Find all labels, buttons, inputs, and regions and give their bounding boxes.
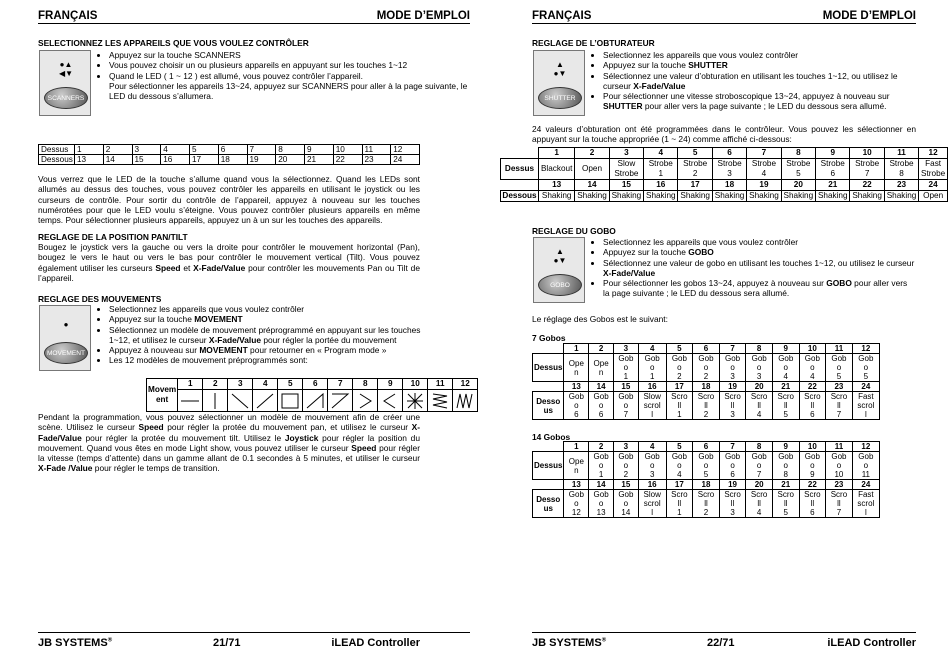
table-row bbox=[39, 155, 420, 165]
key-number: 16 bbox=[638, 382, 666, 392]
value-cell: Gob o 14 bbox=[614, 490, 639, 518]
value-cell: Shaking bbox=[884, 191, 918, 202]
key-number: 12 bbox=[852, 344, 879, 354]
movement-item: • Appuyez à nouveau sur MOVEMENT pour retourner en « Program mode » bbox=[109, 345, 427, 355]
value-cell: Strobe 3 bbox=[712, 159, 746, 180]
value-cell: Strobe 6 bbox=[816, 159, 850, 180]
product-name: iLEAD Controller bbox=[331, 637, 420, 649]
value-cell: Strobe 8 bbox=[884, 159, 918, 180]
value-cell: Gob o 1 bbox=[638, 354, 666, 382]
page-number: 21/71 bbox=[213, 637, 241, 649]
key-number: 18 bbox=[712, 180, 746, 191]
value-cell: Scro ll 4 bbox=[746, 392, 773, 420]
key-number: 9 bbox=[772, 442, 799, 452]
value-cell: Strobe 1 bbox=[644, 159, 678, 180]
product-name: iLEAD Controller bbox=[827, 637, 916, 649]
pattern-cell bbox=[428, 390, 453, 412]
value-cell: Shaking bbox=[678, 191, 712, 202]
value-cell: Gob o 6 bbox=[564, 392, 589, 420]
shutter-item: • Sélectionnez une valeur d’obturation en utilisant les touches 1~12, ou utilisez le curseur X-Fade/Value bbox=[603, 71, 916, 92]
movement-row-label: Movem ent bbox=[147, 379, 178, 412]
gobo14-table bbox=[532, 441, 880, 518]
value-cell: Strobe 4 bbox=[747, 159, 781, 180]
key-number: 14 bbox=[589, 382, 614, 392]
key-number: 17 bbox=[666, 480, 693, 490]
table-row bbox=[39, 145, 420, 155]
triangle-right-pattern-icon bbox=[304, 391, 326, 411]
key-number: 2 bbox=[589, 442, 614, 452]
value-cell: Shaking bbox=[609, 191, 643, 202]
key-number: 10 bbox=[799, 442, 826, 452]
row-label: Desso us bbox=[533, 490, 564, 518]
table-cell: 18 bbox=[218, 155, 247, 165]
pattern-number: 1 bbox=[178, 379, 203, 390]
pattern-cell bbox=[378, 390, 403, 412]
key-number: 14 bbox=[589, 480, 614, 490]
table-cell: 15 bbox=[132, 155, 161, 165]
pattern-cell bbox=[303, 390, 328, 412]
key-number: 5 bbox=[666, 344, 693, 354]
gobo-list bbox=[603, 237, 916, 299]
pattern-number: 4 bbox=[253, 379, 278, 390]
key-number: 23 bbox=[884, 180, 918, 191]
key-number: 6 bbox=[712, 148, 746, 159]
table-row bbox=[501, 191, 948, 202]
key-number: 18 bbox=[693, 480, 720, 490]
pattern-cell bbox=[228, 390, 253, 412]
pattern-number: 11 bbox=[428, 379, 453, 390]
table-cell: 13 bbox=[75, 155, 104, 165]
table-cell: 17 bbox=[190, 155, 219, 165]
table-cell: 2 bbox=[103, 145, 132, 155]
gobo-keypad-illustration bbox=[533, 237, 585, 303]
value-cell: Open bbox=[919, 191, 948, 202]
value-cell: Fast Strobe bbox=[919, 159, 948, 180]
gobo-block bbox=[591, 237, 916, 299]
value-cell: Gob o 3 bbox=[746, 354, 773, 382]
pattern-number: 2 bbox=[203, 379, 228, 390]
key-number: 23 bbox=[826, 480, 853, 490]
movement-keypad-illustration bbox=[39, 305, 91, 371]
key-number: 2 bbox=[575, 148, 609, 159]
table-cell: 12 bbox=[391, 145, 420, 155]
shutter-list bbox=[603, 50, 916, 112]
table-cell: 6 bbox=[218, 145, 247, 155]
value-cell: Gob o 2 bbox=[693, 354, 720, 382]
pattern-number: 12 bbox=[453, 379, 478, 390]
value-cell: Gob o 13 bbox=[589, 490, 614, 518]
shutter-item: • Appuyez sur la touche SHUTTER bbox=[603, 60, 916, 70]
shutter-block bbox=[591, 50, 916, 112]
table-header-row bbox=[501, 180, 948, 191]
key-number: 21 bbox=[772, 382, 799, 392]
key-number: 11 bbox=[826, 442, 853, 452]
movement-patterns-table bbox=[146, 378, 478, 412]
value-cell: Gob o 4 bbox=[666, 452, 693, 480]
key-number: 8 bbox=[781, 148, 815, 159]
key-number: 7 bbox=[747, 148, 781, 159]
value-cell: Shaking bbox=[539, 191, 575, 202]
value-cell: Shaking bbox=[575, 191, 609, 202]
pantilt-paragraph: Bougez le joystick vers la gauche ou vers la droite pour contrôler le mouvement horizontal (Pan), bougez le vers le haut ou vers le bas pour contrôler le mouvement vertical (Tilt). Vous pouvez également utiliser les curseurs Speed et X-Fade/Value pour contrôler les mouvements Pan ou Tilt de l’appareil. bbox=[38, 242, 420, 283]
value-cell: Scro ll 3 bbox=[719, 490, 746, 518]
value-cell: Fast scrol l bbox=[852, 392, 879, 420]
shutter-paragraph: 24 valeurs d’obturation ont été programmées dans le contrôleur. Vous pouvez les sélectionner en appuyant sur la touche appropriée (1 ~ 24) comme affiché ci-dessous: bbox=[532, 124, 916, 145]
chevron-right-pattern-icon bbox=[354, 391, 376, 411]
gobo-item: • Appuyez sur la touche GOBO bbox=[603, 247, 916, 257]
value-cell: Gob o 9 bbox=[799, 452, 826, 480]
value-cell: Gob o 4 bbox=[772, 354, 799, 382]
value-cell: Gob o 11 bbox=[852, 452, 879, 480]
page-number: 22/71 bbox=[707, 637, 735, 649]
key-number: 10 bbox=[850, 148, 884, 159]
key-number: 11 bbox=[826, 344, 853, 354]
pattern-number: 7 bbox=[328, 379, 353, 390]
right-page bbox=[502, 0, 946, 659]
scanners-keypad-illustration bbox=[39, 50, 91, 116]
key-number: 3 bbox=[609, 148, 643, 159]
key-number: 4 bbox=[638, 344, 666, 354]
value-cell: Gob o 5 bbox=[826, 354, 853, 382]
table-cell: 22 bbox=[333, 155, 362, 165]
value-cell: Shaking bbox=[850, 191, 884, 202]
value-cell: Scro ll 3 bbox=[719, 392, 746, 420]
value-cell: Fast scrol l bbox=[852, 490, 879, 518]
pattern-number: 5 bbox=[278, 379, 303, 390]
value-cell: Gob o 5 bbox=[852, 354, 879, 382]
value-cell: Shaking bbox=[747, 191, 781, 202]
key-number: 10 bbox=[799, 344, 826, 354]
table-row bbox=[533, 452, 880, 480]
key-number: 19 bbox=[719, 382, 746, 392]
gobo7-table bbox=[532, 343, 880, 420]
movement-block bbox=[97, 304, 427, 366]
row-label: Dessus bbox=[501, 159, 539, 180]
value-cell: Scro ll 7 bbox=[826, 490, 853, 518]
key-number: 1 bbox=[564, 442, 589, 452]
row-label: Dessus bbox=[533, 452, 564, 480]
key-number: 4 bbox=[638, 442, 666, 452]
value-cell: Ope n bbox=[564, 354, 589, 382]
value-cell: Slow scrol l bbox=[638, 392, 666, 420]
key-number: 9 bbox=[772, 344, 799, 354]
chevron-left-pattern-icon bbox=[379, 391, 401, 411]
key-number: 13 bbox=[564, 480, 589, 490]
arrow-keys-icon: ▲ ●▼ bbox=[553, 247, 567, 265]
value-cell: Gob o 5 bbox=[693, 452, 720, 480]
row-label: Dessus bbox=[533, 354, 564, 382]
value-cell: Gob o 4 bbox=[799, 354, 826, 382]
pattern-cell bbox=[353, 390, 378, 412]
table-cell: Dessus bbox=[39, 145, 75, 155]
value-cell: Scro ll 2 bbox=[693, 392, 720, 420]
table-row bbox=[533, 354, 880, 382]
gobo-item: • Pour sélectionner les gobos 13~24, appuyez à nouveau sur GOBO pour aller vers la page suivante ; le LED du dessous sera allumé. bbox=[603, 278, 916, 299]
select-devices-item: • Vous pouvez choisir un ou plusieurs appareils en appuyant sur les touches 1~12 bbox=[109, 60, 469, 70]
key-number: 24 bbox=[852, 382, 879, 392]
scanners-key-table bbox=[38, 144, 420, 165]
value-cell: Open bbox=[575, 159, 609, 180]
gobo-heading: REGLAGE DU GOBO bbox=[532, 226, 616, 236]
programming-paragraph: Pendant la programmation, vous pouvez sélectionner un modèle de mouvement afin de créer une scène. Utilisez le curseur Speed pour régler la protée du mouvement pan, et utilisez le curseur X-Fade/Value pour régler la protée du mouvement tilt. Utilisez le Joystick pour régler la position du mouvement. Quand vous êtes en mode Light show, vous pouvez utiliser le curseur Speed pour régler la vitesse (temps d’attente) dans un gamme allant de 0.1 secondes à 5 minutes, et utiliser le curseur X-Fade /Value pour régler le temps de transition. bbox=[38, 412, 421, 474]
gobo-item: • Selectionnez les appareils que vous voulez contrôler bbox=[603, 237, 916, 247]
pattern-number: 10 bbox=[403, 379, 428, 390]
table-header-row bbox=[533, 344, 880, 354]
value-cell: Scro ll 1 bbox=[666, 490, 693, 518]
pattern-cell bbox=[403, 390, 428, 412]
square-pattern-icon bbox=[279, 391, 301, 411]
key-number: 3 bbox=[614, 344, 639, 354]
key-number: 15 bbox=[614, 382, 639, 392]
language-label: FRANÇAIS bbox=[38, 10, 98, 22]
key-number: 13 bbox=[564, 382, 589, 392]
pattern-cell bbox=[178, 390, 203, 412]
table-cell: 4 bbox=[161, 145, 190, 155]
table-header-row bbox=[533, 442, 880, 452]
value-cell: Gob o 10 bbox=[826, 452, 853, 480]
select-devices-paragraph: Vous verrez que le LED de la touche s’allume quand vous la sélectionnez. Quand les LEDs sont allumés au dessus des touches, vous pouvez contrôler les appareils en utilisant le joystick ou les curseurs de contrôle. Pour sortir du contrôle de l’appareil, appuyez à nouveau sur les touches numérotées pour que le LED voulu s’éteigne. Vous pouvez contrôler plusieurs appareils en même temps. Pour sélectionner plusieurs appareils, appuyez un à un sur les touches des appareils. bbox=[38, 174, 420, 225]
table-row bbox=[533, 490, 880, 518]
key-number: 17 bbox=[678, 180, 712, 191]
diagonal-up-pattern-icon bbox=[254, 391, 276, 411]
key-number: 19 bbox=[747, 180, 781, 191]
key-number: 7 bbox=[719, 344, 746, 354]
key-number: 2 bbox=[589, 344, 614, 354]
table-cell: 10 bbox=[333, 145, 362, 155]
movement-item: • Sélectionnez un modèle de mouvement préprogrammé en appuyant sur les touches 1~12, et utilisez le curseur X-Fade/Value pour régler la portée du mouvement bbox=[109, 325, 427, 346]
table-cell: 5 bbox=[190, 145, 219, 155]
key-number: 16 bbox=[644, 180, 678, 191]
vertical-pattern-icon bbox=[204, 391, 226, 411]
key-number: 9 bbox=[816, 148, 850, 159]
key-number: 11 bbox=[884, 148, 918, 159]
movement-list bbox=[109, 304, 427, 366]
pattern-cell bbox=[203, 390, 228, 412]
movement-button-illustration: MOVEMENT bbox=[44, 342, 88, 364]
key-number: 5 bbox=[666, 442, 693, 452]
key-number: 13 bbox=[539, 180, 575, 191]
key-number: 22 bbox=[850, 180, 884, 191]
value-cell: Strobe 2 bbox=[678, 159, 712, 180]
select-devices-item: • Appuyez sur la touche SCANNERS bbox=[109, 50, 469, 60]
key-number: 22 bbox=[799, 382, 826, 392]
value-cell: Scro ll 4 bbox=[746, 490, 773, 518]
select-devices-item: • Quand le LED ( 1 ~ 12 ) est allumé, vous pouvez contrôler l’appareil. bbox=[109, 71, 469, 81]
value-cell: Gob o 3 bbox=[638, 452, 666, 480]
left-page bbox=[38, 0, 470, 659]
value-cell: Scro ll 7 bbox=[826, 392, 853, 420]
key-number: 7 bbox=[719, 442, 746, 452]
key-number: 21 bbox=[816, 180, 850, 191]
key-number: 1 bbox=[539, 148, 575, 159]
language-label: FRANÇAIS bbox=[532, 10, 592, 22]
select-devices-list bbox=[109, 50, 469, 81]
table-cell: 20 bbox=[276, 155, 305, 165]
gobo-paragraph: Le réglage des Gobos est le suivant: bbox=[532, 314, 668, 324]
value-cell: Gob o 1 bbox=[614, 354, 639, 382]
value-cell: Scro ll 5 bbox=[772, 392, 799, 420]
key-number: 4 bbox=[644, 148, 678, 159]
value-cell: Gob o 6 bbox=[719, 452, 746, 480]
table-cell: 1 bbox=[75, 145, 104, 155]
value-cell: Ope n bbox=[589, 354, 614, 382]
table-row bbox=[533, 392, 880, 420]
key-number: 15 bbox=[609, 180, 643, 191]
zigzag-vertical-pattern-icon bbox=[454, 391, 476, 411]
table-row bbox=[501, 159, 948, 180]
key-number: 21 bbox=[772, 480, 799, 490]
value-cell: Scro ll 6 bbox=[799, 490, 826, 518]
row-label: Dessous bbox=[502, 191, 537, 200]
dot-icon: ● bbox=[63, 320, 69, 329]
select-devices-note: Pour sélectionner les appareils 13~24, appuyez sur SCANNERS pour aller à la page suivante, le LED du dessous s’allumera. bbox=[109, 80, 468, 101]
key-number: 15 bbox=[614, 480, 639, 490]
key-number: 23 bbox=[826, 382, 853, 392]
zigzag-horizontal-pattern-icon bbox=[429, 391, 451, 411]
movement-item: • Les 12 modèles de mouvement préprogrammés sont: bbox=[109, 355, 427, 365]
scanners-button-illustration: SCANNERS bbox=[44, 87, 88, 109]
arrow-keys-icon: ●▲ ◀▼ bbox=[58, 60, 74, 78]
key-number: 20 bbox=[746, 480, 773, 490]
page-footer bbox=[38, 632, 470, 652]
pattern-cell bbox=[328, 390, 353, 412]
key-number: 1 bbox=[564, 344, 589, 354]
arrow-keys-icon: ▲ ●▼ bbox=[553, 60, 567, 78]
table-cell: 19 bbox=[247, 155, 276, 165]
table-cell: 3 bbox=[132, 145, 161, 155]
value-cell: Shaking bbox=[712, 191, 746, 202]
brand-name: JB SYSTEMS® bbox=[38, 637, 113, 649]
pattern-number: 6 bbox=[303, 379, 328, 390]
table-cell: 24 bbox=[391, 155, 420, 165]
key-number: 6 bbox=[693, 442, 720, 452]
key-number: 6 bbox=[693, 344, 720, 354]
value-cell: Gob o 7 bbox=[614, 392, 639, 420]
shutter-item: • Selectionnez les appareils que vous voulez contrôler bbox=[603, 50, 916, 60]
movement-item: • Appuyez sur la touche MOVEMENT bbox=[109, 314, 427, 324]
pattern-cell bbox=[278, 390, 303, 412]
value-cell: Strobe 5 bbox=[781, 159, 815, 180]
pattern-number: 9 bbox=[378, 379, 403, 390]
shutter-item: • Pour sélectionner une vitesse stroboscopique 13~24, appuyez à nouveau sur SHUTTER pour aller vers la page suivante ; le LED du dessous sera allumé. bbox=[603, 91, 916, 112]
key-number: 24 bbox=[852, 480, 879, 490]
table-cell: 16 bbox=[161, 155, 190, 165]
table-cell: 14 bbox=[103, 155, 132, 165]
triangle-left-pattern-icon bbox=[329, 391, 351, 411]
table-cell: Dessous bbox=[39, 155, 75, 165]
table-cell: 21 bbox=[305, 155, 334, 165]
value-cell: Scro ll 1 bbox=[666, 392, 693, 420]
value-cell: Slow scrol l bbox=[638, 490, 666, 518]
value-cell: Shaking bbox=[816, 191, 850, 202]
shutter-button-illustration: SHUTTER bbox=[538, 87, 582, 109]
gobo-item: • Sélectionnez une valeur de gobo en utilisant les touches 1~12, ou utilisez le curseur X-Fade/Value bbox=[603, 258, 916, 279]
key-number: 5 bbox=[678, 148, 712, 159]
brand-name: JB SYSTEMS® bbox=[532, 637, 607, 649]
key-number: 14 bbox=[575, 180, 609, 191]
movement-item: • Selectionnez les appareils que vous voulez contrôler bbox=[109, 304, 427, 314]
key-number: 19 bbox=[719, 480, 746, 490]
horizontal-pattern-icon bbox=[179, 391, 201, 411]
value-cell: Scro ll 6 bbox=[799, 392, 826, 420]
table-header-row bbox=[533, 480, 880, 490]
key-number: 20 bbox=[781, 180, 815, 191]
gobo14-heading: 14 Gobos bbox=[532, 432, 571, 442]
table-cell: 11 bbox=[362, 145, 391, 155]
value-cell: Shaking bbox=[644, 191, 678, 202]
row-label: Desso us bbox=[533, 392, 564, 420]
manual-title: MODE D’EMPLOI bbox=[376, 10, 470, 22]
select-devices-block bbox=[97, 50, 469, 101]
table-header-row bbox=[533, 382, 880, 392]
table-cell: 23 bbox=[362, 155, 391, 165]
value-cell: Gob o 2 bbox=[666, 354, 693, 382]
pattern-number: 3 bbox=[228, 379, 253, 390]
table-cell: 9 bbox=[305, 145, 334, 155]
shutter-keypad-illustration bbox=[533, 50, 585, 116]
shutter-values-table bbox=[500, 147, 948, 202]
value-cell: Strobe 7 bbox=[850, 159, 884, 180]
value-cell: Blackout bbox=[539, 159, 575, 180]
value-cell: Slow Strobe bbox=[609, 159, 643, 180]
key-number: 8 bbox=[746, 442, 773, 452]
key-number: 22 bbox=[799, 480, 826, 490]
key-number: 17 bbox=[666, 382, 693, 392]
value-cell: Ope n bbox=[564, 452, 589, 480]
value-cell: Gob o 12 bbox=[564, 490, 589, 518]
value-cell: Gob o 3 bbox=[719, 354, 746, 382]
pattern-cell bbox=[453, 390, 478, 412]
gobo7-heading: 7 Gobos bbox=[532, 333, 566, 343]
key-number: 24 bbox=[919, 180, 948, 191]
value-cell: Scro ll 2 bbox=[693, 490, 720, 518]
value-cell: Gob o 6 bbox=[589, 392, 614, 420]
key-number: 8 bbox=[746, 344, 773, 354]
key-number: 3 bbox=[614, 442, 639, 452]
shutter-heading: REGLAGE DE L’OBTURATEUR bbox=[532, 38, 655, 48]
key-number: 18 bbox=[693, 382, 720, 392]
value-cell: Gob o 8 bbox=[772, 452, 799, 480]
page-header bbox=[532, 8, 916, 24]
value-cell: Gob o 1 bbox=[589, 452, 614, 480]
select-devices-heading: SELECTIONNEZ LES APPAREILS QUE VOUS VOULEZ CONTRÔLER bbox=[38, 38, 309, 48]
key-number: 16 bbox=[638, 480, 666, 490]
table-header-row bbox=[501, 148, 948, 159]
page-footer bbox=[532, 632, 916, 652]
key-number: 12 bbox=[852, 442, 879, 452]
key-number: 12 bbox=[919, 148, 948, 159]
page-header bbox=[38, 8, 470, 24]
star-pattern-icon bbox=[404, 391, 426, 411]
manual-title: MODE D’EMPLOI bbox=[822, 10, 916, 22]
value-cell: Scro ll 5 bbox=[772, 490, 799, 518]
value-cell: Gob o 7 bbox=[746, 452, 773, 480]
movement-heading: REGLAGE DES MOUVEMENTS bbox=[38, 294, 162, 304]
table-cell: 8 bbox=[276, 145, 305, 155]
diagonal-down-pattern-icon bbox=[229, 391, 251, 411]
gobo-button-illustration: GOBO bbox=[538, 274, 582, 296]
value-cell: Shaking bbox=[781, 191, 815, 202]
key-number: 20 bbox=[746, 382, 773, 392]
pattern-cell bbox=[253, 390, 278, 412]
table-cell: 7 bbox=[247, 145, 276, 155]
pattern-number: 8 bbox=[353, 379, 378, 390]
value-cell: Gob o 2 bbox=[614, 452, 639, 480]
pantilt-heading: REGLAGE DE LA POSITION PAN/TILT bbox=[38, 232, 188, 242]
